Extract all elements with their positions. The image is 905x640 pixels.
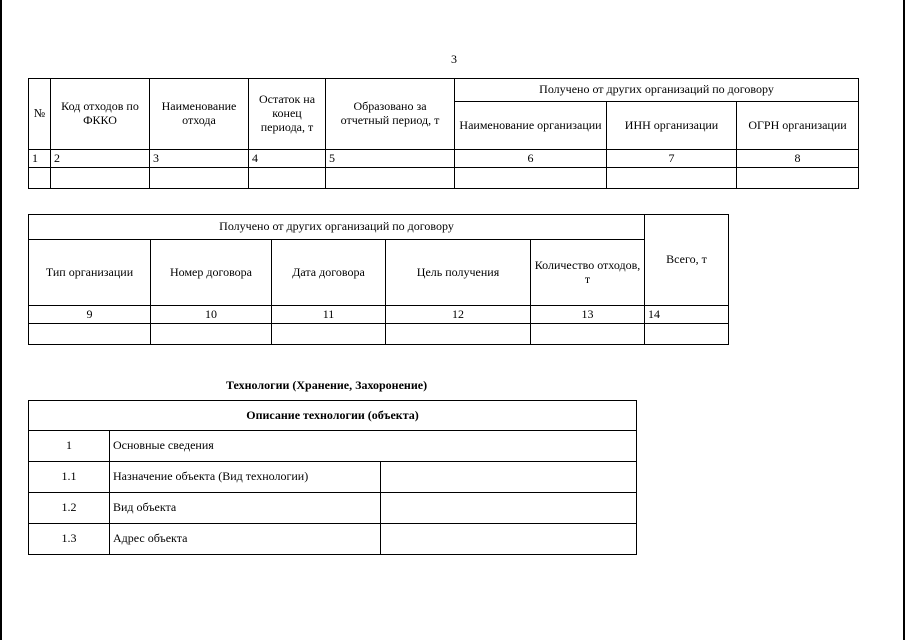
waste-received-table-part1 xyxy=(28,78,859,189)
row-number: 1.1 xyxy=(29,462,110,493)
empty-cell xyxy=(737,168,859,189)
empty-cell xyxy=(531,324,645,345)
col-number: 11 xyxy=(272,306,386,324)
header-ogrn: ОГРН организации xyxy=(737,102,859,150)
row-label: Вид объекта xyxy=(110,493,381,524)
empty-cell xyxy=(249,168,326,189)
empty-cell xyxy=(151,324,272,345)
header-num: № xyxy=(29,79,51,150)
col-number: 9 xyxy=(29,306,151,324)
col-number: 10 xyxy=(151,306,272,324)
row-label: Назначение объекта (Вид технологии) xyxy=(110,462,381,493)
row-label: Основные сведения xyxy=(110,431,637,462)
col-number: 8 xyxy=(737,150,859,168)
header-inn: ИНН организации xyxy=(607,102,737,150)
technology-description-table xyxy=(28,400,637,555)
page-border-left xyxy=(0,0,2,640)
empty-cell xyxy=(607,168,737,189)
technology-header: Описание технологии (объекта) xyxy=(29,401,637,431)
section-title: Технологии (Хранение, Захоронение) xyxy=(226,378,428,392)
page-number: 3 xyxy=(451,52,457,66)
header-received-group: Получено от других организаций по договору xyxy=(29,215,645,240)
header-waste-code: Код отходов по ФККО xyxy=(51,79,150,150)
col-number: 13 xyxy=(531,306,645,324)
empty-cell xyxy=(272,324,386,345)
row-number: 1.3 xyxy=(29,524,110,555)
empty-cell xyxy=(29,324,151,345)
empty-cell xyxy=(29,168,51,189)
waste-received-table-part2 xyxy=(28,214,729,345)
col-number: 12 xyxy=(386,306,531,324)
col-number: 4 xyxy=(249,150,326,168)
col-number: 7 xyxy=(607,150,737,168)
value-cell xyxy=(381,493,637,524)
header-remainder: Остаток на конец периода, т xyxy=(249,79,326,150)
header-contract-date: Дата договора xyxy=(272,240,386,306)
header-quantity: Количество отходов, т xyxy=(531,240,645,306)
col-number: 2 xyxy=(51,150,150,168)
header-contract-number: Номер договора xyxy=(151,240,272,306)
empty-cell xyxy=(51,168,150,189)
col-number: 6 xyxy=(455,150,607,168)
header-total: Всего, т xyxy=(645,215,729,306)
header-org-name: Наименование организации xyxy=(455,102,607,150)
empty-cell xyxy=(386,324,531,345)
empty-cell xyxy=(455,168,607,189)
row-number: 1.2 xyxy=(29,493,110,524)
empty-cell xyxy=(326,168,455,189)
col-number: 3 xyxy=(150,150,249,168)
row-number: 1 xyxy=(29,431,110,462)
header-received-group: Получено от других организаций по договору xyxy=(455,79,859,102)
value-cell xyxy=(381,462,637,493)
row-label: Адрес объекта xyxy=(110,524,381,555)
col-number: 1 xyxy=(29,150,51,168)
col-number: 14 xyxy=(645,306,729,324)
empty-cell xyxy=(150,168,249,189)
empty-cell xyxy=(645,324,729,345)
header-org-type: Тип организации xyxy=(29,240,151,306)
value-cell xyxy=(381,524,637,555)
col-number: 5 xyxy=(326,150,455,168)
header-waste-name: Наименование отхода xyxy=(150,79,249,150)
header-formed: Образовано за отчетный период, т xyxy=(326,79,455,150)
header-purpose: Цель получения xyxy=(386,240,531,306)
